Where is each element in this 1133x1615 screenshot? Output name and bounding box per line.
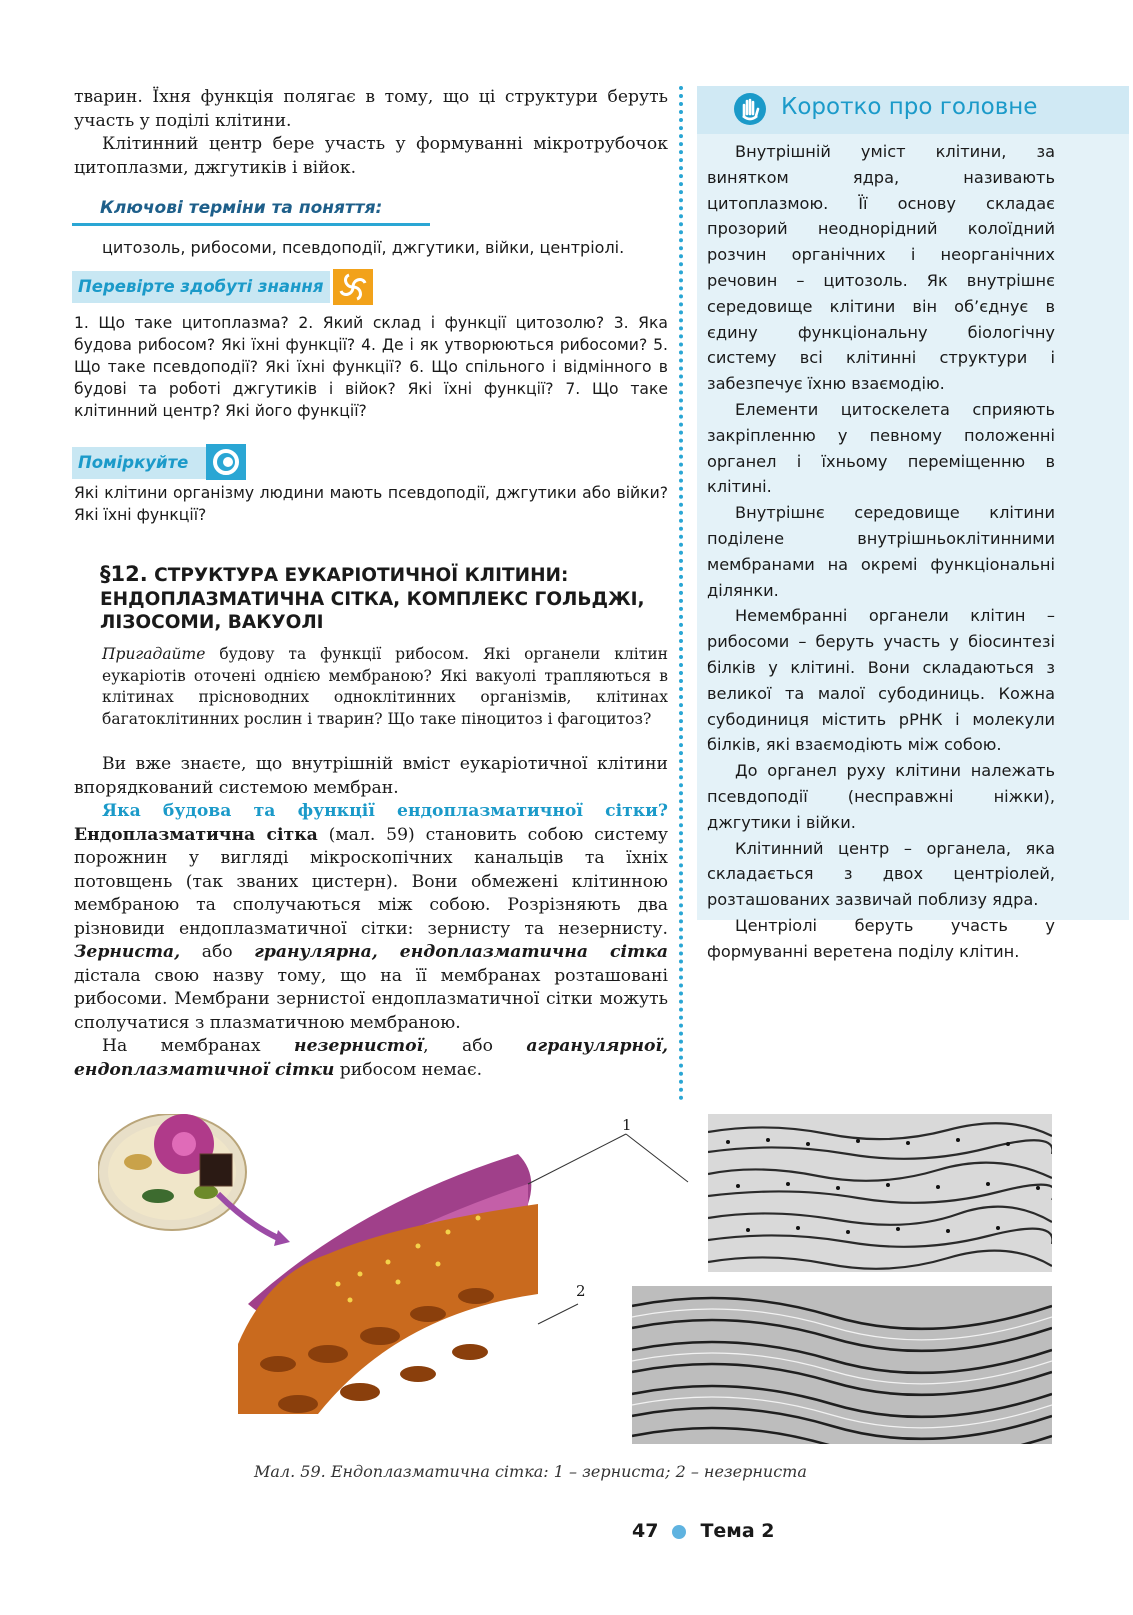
key-terms-title: Ключові терміни та поняття: (100, 198, 383, 218)
body-text-block (74, 753, 668, 1082)
rough-er-term: Зерниста, (74, 942, 181, 962)
intro-paragraph-1: тварин. Їхня функція полягає в тому, що ці структури беруть участь у поділі клітини. (74, 87, 668, 131)
summary-paragraph: До органел руху клітини належать псевдоподії (несправжні ніжки), джгутики і війки. (707, 761, 1055, 832)
summary-box (697, 86, 1129, 961)
intro-paragraph-2: Клітинний центр бере участь у формуванні мікротрубочок цитоплазми, джгутиків і війок. (74, 134, 668, 178)
smooth-er-micrograph (632, 1286, 1052, 1444)
smooth-er-connector: , або (423, 1036, 527, 1056)
summary-body (707, 139, 1055, 965)
summary-paragraph: Центріолі беруть участь у формуванні веретена поділу клітин. (707, 915, 1055, 961)
check-knowledge-tab: Перевірте здобуті знання (72, 271, 330, 303)
figure-59 (98, 1114, 1056, 1436)
summary-paragraph: Немембранні органели клітин – рибосоми – беруть участь у біосинтезі білків у клітині. Вони складаються з великої та малої субодиниць. Кожна субодиниця містить рРНК і молекули білків, які взаємодіють між собою. (707, 606, 1055, 755)
section-title: СТРУКТУРА ЕУКАРІОТИЧНОЇ КЛІТИНИ: ЕНДОПЛАЗМАТИЧНА СІТКА, КОМПЛЕКС ГОЛЬДЖІ, ЛІЗОСОМИ, ВАКУОЛІ (100, 565, 645, 633)
recall-text: будову та функції рибосом. Які органели клітин еукаріотів оточені однією мембраною? Які вакуолі трапляються в клітинах прісноводних одноклітинних організмів, клітинах багатоклітинних рослин і тварин? Що таке піноцитоз і фагоцитоз? (102, 645, 668, 728)
er-description: (мал. 59) становить собою систему порожнин у вигляді мікроскопічних канальців та їхніх потовщень (так званих цистерн). Вони обмежені клітинною мембраною та сполучаються між собою. Розрізняють два різновиди ендоплазматичної сітки: зернисту та незернисту. (74, 824, 669, 939)
body-paragraph-1: Ви вже знаєте, що внутрішній вміст еукаріотичної клітини впорядкований системою мембран. (74, 754, 668, 798)
topic-label: Тема 2 (700, 1520, 775, 1542)
spiral-icon (333, 269, 373, 305)
key-terms-heading (72, 196, 430, 226)
question-er: Яка будова та функції ендоплазматичної сітки? (102, 801, 668, 821)
key-terms-list: цитозоль, рибосоми, псевдоподії, джгутики, війки, центріолі. (102, 238, 625, 257)
summary-header (697, 86, 1129, 134)
bullet-dot-icon (672, 1525, 686, 1539)
hand-icon (733, 92, 767, 126)
summary-paragraph: Елементи цитоскелета сприяють закріпленню у певному положенні органел і їхньому переміщенню в клітині. (707, 399, 1055, 497)
smooth-er-lead: На мембранах (102, 1036, 295, 1056)
granular-er-term: гранулярна, ендоплазматична сітка (254, 942, 668, 962)
summary-paragraph: Внутрішнє середовище клітини поділене внутрішньоклітинними мембранами на окремі функціональні ділянки. (707, 503, 1055, 600)
summary-title: Коротко про головне (781, 94, 1038, 120)
body-paragraph-3 (74, 1035, 668, 1082)
smooth-er-end: рибосом немає. (334, 1059, 483, 1080)
page-number: 47 (632, 1520, 659, 1542)
body-paragraph-2 (74, 800, 668, 1035)
summary-paragraph: Клітинний центр – органела, яка складається з двох центріолей, розташованих зазвичай поблизу ядра. (707, 838, 1055, 910)
figure-caption: Мал. 59. Ендоплазматична сітка: 1 – зерниста; 2 – незерниста (254, 1462, 807, 1481)
recall-paragraph (102, 644, 668, 730)
agranular-er-term: агранулярної, ендоплазматичної сітки (74, 1036, 668, 1080)
section-heading (100, 563, 660, 635)
left-column-top (74, 86, 668, 180)
connector-text: або (180, 942, 255, 962)
rough-er-micrograph (708, 1114, 1052, 1272)
section-number: §12. (100, 562, 148, 586)
callout-label-2: 2 (576, 1282, 586, 1300)
callout-label-1: 1 (622, 1116, 632, 1134)
rough-er-description: дістала свою назву тому, що на її мембранах розташовані рибосоми. Мембрани зернистої ендоплазматичної сітки можуть сполучатися з плазматичною мембраною. (74, 965, 668, 1033)
column-divider (679, 86, 683, 1101)
think-tab: Поміркуйте (72, 447, 208, 479)
recall-lead: Пригадайте (102, 645, 206, 663)
page-footer (632, 1520, 775, 1542)
ring-icon (206, 444, 246, 480)
er-term: Ендоплазматична сітка (74, 824, 318, 845)
smooth-er-term: незернистої (294, 1036, 424, 1056)
leader-line-1 (592, 1114, 712, 1184)
think-question: Які клітини організму людини мають псевдоподії, джгутики або війки? Які їхні функції? (74, 484, 668, 524)
summary-paragraph: Внутрішній уміст клітини, за винятком ядра, називають цитоплазмою. Її основу складає прозорий неоднорідний колоїдний розчин органічних і неорганічних речовин – цитозоль. Як внутрішнє середовище клітини він об’єднує в єдину функціональну біологічну систему всі клітинні структури і забезпечує їхню взаємодію. (707, 142, 1055, 394)
check-knowledge-questions: 1. Що таке цитоплазма? 2. Який склад і функції цитозолю? 3. Яка будова рибосом? Які їхні функції? 4. Де і як утворюються рибосоми? 5. Що таке псевдоподії? Які їхні функції? 6. Що спільного і відмінного в будові та роботі джгутиків і війок? Які їхні функції? 7. Що таке клітинний центр? Які його функції? (74, 314, 668, 420)
